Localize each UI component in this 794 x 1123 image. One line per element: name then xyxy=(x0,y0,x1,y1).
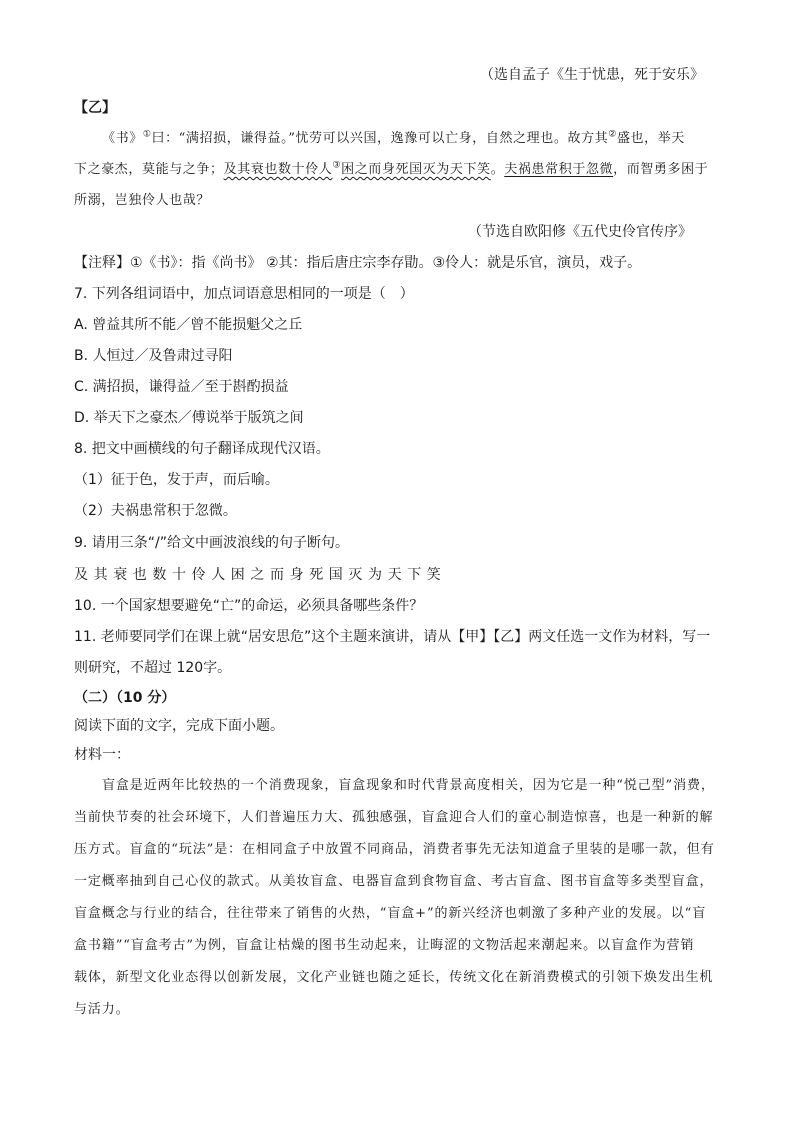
wavy-underlined-text: 困之而身死国灭为天下笑 xyxy=(341,162,491,177)
note-marker: ③ xyxy=(332,160,342,171)
question-11-line-1: 11. 老师要同学们在课上就“居安思危”这个主题来演讲，请从【甲】【乙】两文任选一文作为材料，写一 xyxy=(74,629,711,645)
reading-instruction: 阅读下面的文字，完成下面小题。 xyxy=(74,718,284,734)
question-9-stem: 9. 请用三条“/”给文中画波浪线的句子断句。 xyxy=(74,535,350,551)
part-2-heading: （二）（10 分） xyxy=(74,690,176,706)
question-7-option-a: A. 曾益其所不能／曾不能损魁父之丘 xyxy=(74,317,303,333)
wavy-underlined-text: 及其衰也数十伶人 xyxy=(223,162,333,177)
question-7-stem: 7. 下列各组词语中，加点词语意思相同的一项是（ ） xyxy=(74,286,414,302)
material-1-line: 与活力。 xyxy=(74,1002,130,1017)
yi-passage-line-1 xyxy=(102,129,685,149)
question-7-option-b: B. 人恒过／及鲁肃过寻阳 xyxy=(74,348,233,364)
source-citation-jia: （选自孟子《生于忧患，死于安乐》 xyxy=(480,67,704,83)
yi-text: 盛也，举天 xyxy=(616,131,685,146)
note-marker: ② xyxy=(608,129,617,140)
material-1-line: 压方式。盲盒的“玩法”是：在相同盒子中放置不同商品，消费者事先无法知道盒子里装的是哪一款，但有 xyxy=(74,842,715,857)
annotations: 【注释】①《书》：指《尚书》 ②其：指后唐庄宗李存勖。③伶人：就是乐官，演员，戏子。 xyxy=(74,255,642,271)
question-9-sentence: 及其衰也数十伶人困之而身死国灭为天下笑 xyxy=(74,567,447,583)
material-1-line: 当前快节奏的社会环境下，人们普遍压力大、孤独感强，盲盒迎合人们的童心制造惊喜，也是一种新的解 xyxy=(74,810,714,825)
source-citation-yi: （节选自欧阳修《五代史伶官传序》 xyxy=(468,224,692,240)
material-1-line: 载体，新型文化业态得以创新发展，文化产业链也随之延长，传统文化在新消费模式的引领下焕发出生机 xyxy=(74,970,714,985)
note-marker: ① xyxy=(142,129,152,140)
question-11-line-2: 则研究，不超过 120字。 xyxy=(74,660,232,676)
yi-passage-line-3: 所溺，岂独伶人也哉？ xyxy=(74,193,211,208)
question-8-sentence-2: （2）夫祸患常积于忽微。 xyxy=(74,503,237,519)
yi-text: 曰：“满招损，谦得益。”忧劳可以兴国，逸豫可以亡身，自然之理也。故方其 xyxy=(151,131,609,146)
material-1-line: 一定概率抽到自己心仪的款式。从美妆盲盒、电器盲盒到食物盲盒、考古盲盒、图书盲盒等多类型盲盒， xyxy=(74,874,714,889)
yi-text: 。 xyxy=(490,162,505,177)
question-8-sentence-1: （1）征于色，发于声，而后喻。 xyxy=(74,472,279,488)
yi-passage-line-2 xyxy=(74,160,708,180)
material-1-label: 材料一： xyxy=(74,747,130,763)
question-10: 10. 一个国家想要避免“亡”的命运，必须具备哪些条件？ xyxy=(74,598,424,614)
yi-text: 下之豪杰，莫能与之争； xyxy=(74,162,224,177)
yi-text: ，而智勇多困于 xyxy=(613,162,709,177)
underlined-text: 夫祸患常积于忽微 xyxy=(504,162,614,177)
material-1-line: 盲盒概念与行业的结合，往往带来了销售的火热，“盲盒+”的新兴经济也刺激了多种产业的发展。以“盲 xyxy=(74,906,707,921)
material-1-line: 盒书籍”“盲盒考古”为例，盲盒让枯燥的图书生动起来，让晦涩的文物活起来潮起来。以盲盒作为营销 xyxy=(74,938,695,953)
question-8-stem: 8. 把文中画横线的句子翻译成现代汉语。 xyxy=(74,441,330,457)
material-1-line: 盲盒是近两年比较热的一个消费现象，盲盒现象和时代背景高度相关，因为它是一种“悦己型”消费， xyxy=(102,778,715,793)
question-7-option-d: D. 举天下之豪杰／傅说举于版筑之间 xyxy=(74,410,304,426)
section-yi-heading: 【乙】 xyxy=(74,100,116,116)
question-7-option-c: C. 满招损，谦得益／至于斟酌损益 xyxy=(74,379,289,395)
yi-text: 《书》 xyxy=(102,131,143,146)
